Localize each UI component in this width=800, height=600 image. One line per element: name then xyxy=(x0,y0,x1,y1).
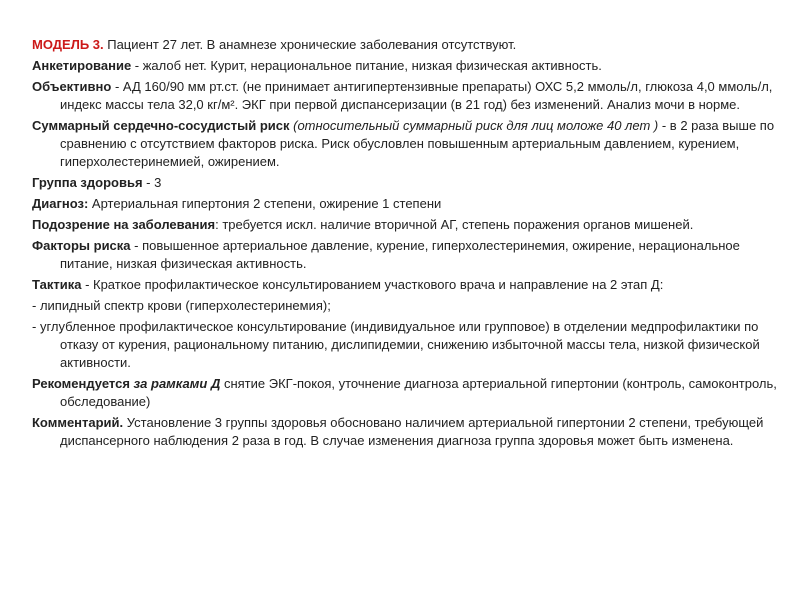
risk-paragraph xyxy=(32,117,777,171)
tactics-text: - Краткое профилактическое консультированием участкового врача и направление на 2 этап Д: xyxy=(81,277,664,292)
slide-content xyxy=(32,36,777,453)
risk-text: - в 2 раза выше по сравнению с отсутствием факторов риска. Риск обусловлен повышенным артериальным давлением, курением, гиперхолестеринемией, ожирением. xyxy=(60,118,775,169)
anketa-label: Анкетирование xyxy=(32,58,132,73)
suspicion-label: Подозрение на заболевания xyxy=(32,217,216,232)
model-text: Пациент 27 лет. В анамнезе хронические заболевания отсутствуют. xyxy=(103,37,517,52)
recommend-emphasis: за рамками Д xyxy=(129,376,221,391)
health-group-label: Группа здоровья xyxy=(32,175,143,190)
risk-note: (относительный суммарный риск для лиц моложе 40 лет ) xyxy=(289,118,659,133)
tactics-item-lipid: - липидный спектр крови (гиперхолестеринемия); xyxy=(32,298,331,313)
comment-label: Комментарий. xyxy=(32,415,124,430)
objective-text: - АД 160/90 мм рт.ст. (не принимает антигипертензивные препараты) ОХС 5,2 ммоль/л, глюкоза 4,0 ммоль/л, индекс массы тела 32,0 кг/м². ЭКГ при первой диспансеризации (в 21 год) без изменений. Анализ мочи в норме. xyxy=(60,79,773,112)
comment-text: Установление 3 группы здоровья обосновано наличием артериальной гипертонии 2 степени, требующей диспансерного наблюдения 2 раза в год. В случае изменения диагноза группа здоровья может быть изменена. xyxy=(60,415,764,448)
objective-paragraph xyxy=(32,78,777,114)
anketa-paragraph xyxy=(32,57,777,75)
tactics-paragraph xyxy=(32,276,777,294)
risk-label: Суммарный сердечно-сосудистый риск xyxy=(32,118,290,133)
tactics-label: Тактика xyxy=(32,277,82,292)
factors-label: Факторы риска xyxy=(32,238,131,253)
suspicion-text: : требуется искл. наличие вторичной АГ, степень поражения органов мишеней. xyxy=(215,217,694,232)
model-title: МОДЕЛЬ 3. xyxy=(32,37,104,52)
comment-paragraph xyxy=(32,414,777,450)
tactics-item-consulting: - углубленное профилактическое консультирование (индивидуальное или групповое) в отделении медпрофилактики по отказу от курения, рациональному питанию, дислипидемии, снижению избыточной массы тела, низкой физической активности. xyxy=(32,319,760,370)
objective-label: Объективно xyxy=(32,79,112,94)
recommend-paragraph xyxy=(32,375,777,411)
diagnosis-text: Артериальная гипертония 2 степени, ожирение 1 степени xyxy=(88,196,442,211)
suspicion-paragraph xyxy=(32,216,777,234)
recommend-label: Рекомендуется xyxy=(32,376,130,391)
factors-paragraph xyxy=(32,237,777,273)
diagnosis-label: Диагноз: xyxy=(32,196,89,211)
anketa-text: - жалоб нет. Курит, нерациональное питание, низкая физическая активность. xyxy=(131,58,602,73)
model-paragraph xyxy=(32,36,777,54)
factors-text: - повышенное артериальное давление, курение, гиперхолестеринемия, ожирение, нерациональное питание, низкая физическая активность. xyxy=(60,238,740,271)
health-group-text: - 3 xyxy=(142,175,162,190)
health-group-paragraph xyxy=(32,174,777,192)
recommend-text: снятие ЭКГ-покоя, уточнение диагноза артериальной гипертонии (контроль, самоконтроль, обследование) xyxy=(60,376,777,409)
diagnosis-paragraph xyxy=(32,195,777,213)
